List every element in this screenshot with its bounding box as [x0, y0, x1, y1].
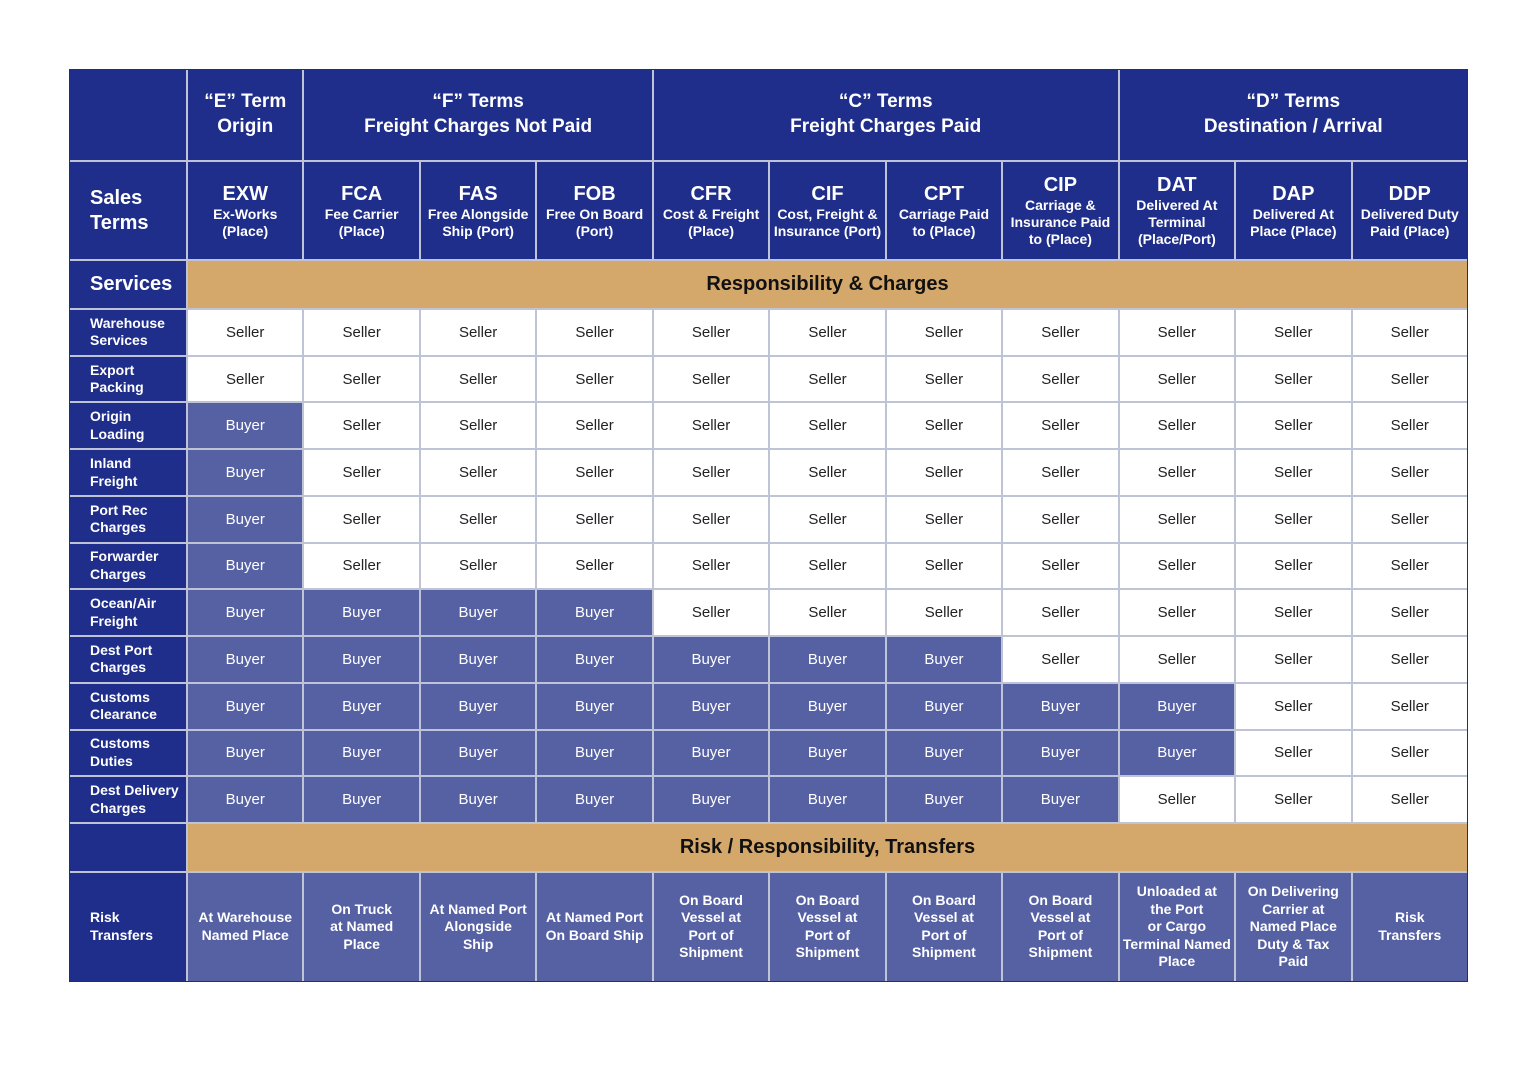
responsibility-cell: Seller	[770, 310, 884, 355]
responsibility-cell: Seller	[537, 310, 651, 355]
responsibility-cell: Buyer	[188, 777, 302, 822]
term-header-ddp	[1353, 162, 1467, 259]
risk-band: Risk / Responsibility, Transfers	[188, 824, 1467, 871]
responsibility-cell: Buyer	[188, 544, 302, 589]
risk-transfer-cell: At Warehouse Named Place	[188, 873, 302, 981]
term-header-fca	[304, 162, 418, 259]
responsibility-cell: Seller	[887, 590, 1001, 635]
risk-transfer-cell: On Delivering Carrier at Named Place Duty & Tax Paid	[1236, 873, 1350, 981]
responsibility-cell: Seller	[1353, 357, 1467, 402]
responsibility-cell: Seller	[188, 357, 302, 402]
group-header-title: “C” Terms	[838, 91, 933, 113]
term-code: DAP	[1272, 182, 1315, 205]
responsibility-cell: Seller	[770, 497, 884, 542]
responsibility-cell: Seller	[304, 357, 418, 402]
responsibility-cell: Buyer	[1003, 777, 1117, 822]
term-description: Carriage & Insurance Paid to (Place)	[1010, 197, 1111, 247]
responsibility-cell: Seller	[1353, 497, 1467, 542]
responsibility-cell: Buyer	[537, 590, 651, 635]
responsibility-cell: Seller	[1353, 731, 1467, 776]
risk-transfer-cell: At Named Port Alongside Ship	[421, 873, 535, 981]
responsibility-cell: Seller	[1236, 403, 1350, 448]
responsibility-cell: Buyer	[654, 731, 768, 776]
responsibility-cell: Seller	[1003, 544, 1117, 589]
risk-transfer-cell: On Truck at Named Place	[304, 873, 418, 981]
responsibility-cell: Seller	[770, 544, 884, 589]
term-code: FOB	[573, 182, 616, 205]
responsibility-cell: Buyer	[1120, 731, 1234, 776]
group-header	[654, 70, 1118, 160]
responsibility-cell: Seller	[1003, 450, 1117, 495]
term-header-cpt	[887, 162, 1001, 259]
responsibility-cell: Seller	[654, 403, 768, 448]
responsibility-cell: Seller	[304, 544, 418, 589]
responsibility-cell: Buyer	[421, 590, 535, 635]
service-label: Forwarder Charges	[70, 544, 186, 589]
responsibility-cell: Buyer	[188, 731, 302, 776]
group-header-title: “E” Term	[204, 91, 287, 113]
responsibility-cell: Buyer	[421, 777, 535, 822]
risk-transfers-label: Risk Transfers	[70, 873, 186, 981]
responsibility-cell: Seller	[654, 544, 768, 589]
term-description: Free On Board (Port)	[545, 205, 644, 239]
term-code: FAS	[458, 182, 498, 205]
responsibility-cell: Seller	[537, 357, 651, 402]
responsibility-cell: Seller	[654, 357, 768, 402]
term-code: DAT	[1157, 174, 1197, 197]
responsibility-cell: Seller	[1353, 590, 1467, 635]
group-header-subtitle: Freight Charges Not Paid	[364, 116, 593, 137]
responsibility-cell: Buyer	[770, 684, 884, 729]
responsibility-cell: Buyer	[304, 684, 418, 729]
responsibility-cell: Seller	[887, 357, 1001, 402]
term-description: Delivered At Terminal (Place/Port)	[1136, 197, 1218, 247]
responsibility-cell: Seller	[1353, 310, 1467, 355]
service-label: Inland Freight	[70, 450, 186, 495]
group-header-subtitle: Freight Charges Paid	[790, 116, 982, 137]
term-header-dap	[1236, 162, 1350, 259]
term-description: Cost & Freight (Place)	[662, 205, 760, 239]
risk-transfer-cell: On Board Vessel at Port of Shipment	[1003, 873, 1117, 981]
responsibility-cell: Seller	[1353, 544, 1467, 589]
term-description: Ex-Works (Place)	[213, 205, 278, 239]
group-header-subtitle: Destination / Arrival	[1203, 116, 1383, 137]
term-description: Free Alongside Ship (Port)	[427, 205, 529, 239]
responsibility-cell: Seller	[1236, 684, 1350, 729]
responsibility-cell: Buyer	[537, 777, 651, 822]
term-code: CIP	[1043, 174, 1078, 197]
responsibility-cell: Seller	[770, 403, 884, 448]
responsibility-cell: Seller	[1003, 637, 1117, 682]
responsibility-cell: Buyer	[304, 590, 418, 635]
responsibility-cell: Buyer	[1003, 684, 1117, 729]
responsibility-cell: Seller	[1236, 357, 1350, 402]
responsibility-cell: Seller	[1236, 544, 1350, 589]
responsibility-cell: Buyer	[1120, 684, 1234, 729]
responsibility-cell: Seller	[1120, 450, 1234, 495]
responsibility-cell: Seller	[887, 497, 1001, 542]
responsibility-cell: Seller	[1003, 403, 1117, 448]
responsibility-cell: Buyer	[654, 637, 768, 682]
responsibility-cell: Seller	[1120, 357, 1234, 402]
responsibility-cell: Seller	[1003, 497, 1117, 542]
responsibility-cell: Seller	[654, 310, 768, 355]
responsibility-cell: Buyer	[537, 684, 651, 729]
responsibility-cell: Buyer	[654, 777, 768, 822]
responsibility-cell: Buyer	[188, 637, 302, 682]
responsibility-cell: Seller	[421, 450, 535, 495]
risk-transfer-cell: On Board Vessel at Port of Shipment	[654, 873, 768, 981]
responsibility-cell: Seller	[188, 310, 302, 355]
risk-transfer-cell: On Board Vessel at Port of Shipment	[770, 873, 884, 981]
responsibility-band: Responsibility & Charges	[188, 261, 1467, 308]
responsibility-cell: Buyer	[421, 637, 535, 682]
responsibility-cell: Buyer	[887, 637, 1001, 682]
service-label: Warehouse Services	[70, 310, 186, 355]
service-label: Dest Port Charges	[70, 637, 186, 682]
risk-transfer-cell: At Named Port On Board Ship	[537, 873, 651, 981]
responsibility-cell: Seller	[887, 403, 1001, 448]
responsibility-cell: Buyer	[770, 637, 884, 682]
term-code: EXW	[222, 182, 268, 205]
term-header-cfr	[654, 162, 768, 259]
responsibility-cell: Seller	[654, 590, 768, 635]
responsibility-cell: Seller	[421, 497, 535, 542]
responsibility-cell: Seller	[1120, 590, 1234, 635]
responsibility-cell: Buyer	[887, 777, 1001, 822]
responsibility-cell: Seller	[537, 450, 651, 495]
responsibility-cell: Seller	[421, 357, 535, 402]
responsibility-cell: Buyer	[421, 731, 535, 776]
responsibility-cell: Buyer	[887, 731, 1001, 776]
responsibility-cell: Seller	[770, 590, 884, 635]
responsibility-cell: Seller	[421, 403, 535, 448]
responsibility-cell: Seller	[421, 310, 535, 355]
term-description: Fee Carrier (Place)	[324, 205, 399, 239]
term-header-cip	[1003, 162, 1117, 259]
responsibility-cell: Buyer	[537, 731, 651, 776]
responsibility-cell: Seller	[1120, 637, 1234, 682]
responsibility-cell: Seller	[1236, 777, 1350, 822]
responsibility-cell: Seller	[1353, 403, 1467, 448]
responsibility-cell: Buyer	[188, 450, 302, 495]
responsibility-cell: Buyer	[188, 684, 302, 729]
term-header-dat	[1120, 162, 1234, 259]
responsibility-cell: Seller	[770, 357, 884, 402]
group-header	[304, 70, 651, 160]
responsibility-cell: Seller	[654, 497, 768, 542]
service-label: Ocean/Air Freight	[70, 590, 186, 635]
responsibility-cell: Seller	[537, 403, 651, 448]
responsibility-cell: Seller	[1120, 497, 1234, 542]
corner-cell	[70, 70, 186, 160]
term-description: Carriage Paid to (Place)	[898, 205, 990, 239]
responsibility-cell: Seller	[887, 544, 1001, 589]
responsibility-cell: Seller	[304, 310, 418, 355]
responsibility-cell: Seller	[654, 450, 768, 495]
group-header-title: “D” Terms	[1246, 91, 1341, 113]
responsibility-cell: Seller	[1120, 777, 1234, 822]
responsibility-cell: Seller	[1353, 450, 1467, 495]
responsibility-cell: Seller	[304, 450, 418, 495]
responsibility-cell: Buyer	[304, 777, 418, 822]
risk-transfer-cell: On Board Vessel at Port of Shipment	[887, 873, 1001, 981]
service-label: Customs Duties	[70, 731, 186, 776]
responsibility-cell: Seller	[1353, 637, 1467, 682]
responsibility-cell: Seller	[304, 403, 418, 448]
responsibility-cell: Seller	[1353, 777, 1467, 822]
service-label: Customs Clearance	[70, 684, 186, 729]
group-header-title: “F” Terms	[432, 91, 524, 113]
risk-band-spacer	[70, 824, 186, 871]
term-description: Delivered At Place (Place)	[1250, 205, 1337, 239]
term-header-fas	[421, 162, 535, 259]
responsibility-cell: Buyer	[188, 590, 302, 635]
responsibility-cell: Buyer	[421, 684, 535, 729]
responsibility-cell: Buyer	[537, 637, 651, 682]
responsibility-cell: Seller	[1120, 403, 1234, 448]
responsibility-cell: Buyer	[770, 777, 884, 822]
responsibility-cell: Seller	[1236, 310, 1350, 355]
responsibility-cell: Buyer	[188, 497, 302, 542]
responsibility-cell: Seller	[1120, 310, 1234, 355]
term-header-exw	[188, 162, 302, 259]
term-code: FCA	[341, 182, 383, 205]
term-description: Delivered Duty Paid (Place)	[1360, 205, 1459, 239]
services-label: Services	[70, 261, 186, 308]
responsibility-cell: Seller	[537, 544, 651, 589]
responsibility-cell: Seller	[887, 450, 1001, 495]
service-label: Port Rec Charges	[70, 497, 186, 542]
responsibility-cell: Seller	[1120, 544, 1234, 589]
responsibility-cell: Buyer	[654, 684, 768, 729]
responsibility-cell: Seller	[1236, 590, 1350, 635]
responsibility-cell: Buyer	[770, 731, 884, 776]
responsibility-cell: Seller	[1236, 450, 1350, 495]
responsibility-cell: Seller	[1003, 590, 1117, 635]
sales-terms-label: Sales Terms	[70, 162, 186, 259]
responsibility-cell: Seller	[770, 450, 884, 495]
responsibility-cell: Seller	[1003, 357, 1117, 402]
responsibility-cell: Seller	[887, 310, 1001, 355]
responsibility-cell: Seller	[1236, 637, 1350, 682]
term-code: CFR	[690, 182, 732, 205]
term-code: DDP	[1388, 182, 1431, 205]
responsibility-cell: Buyer	[304, 637, 418, 682]
service-label: Origin Loading	[70, 403, 186, 448]
responsibility-cell: Seller	[537, 497, 651, 542]
responsibility-cell: Seller	[1353, 684, 1467, 729]
group-header	[1120, 70, 1467, 160]
incoterms-table	[69, 69, 1468, 982]
term-code: CPT	[923, 182, 964, 205]
service-label: Dest Delivery Charges	[70, 777, 186, 822]
responsibility-cell: Buyer	[1003, 731, 1117, 776]
responsibility-cell: Buyer	[887, 684, 1001, 729]
risk-transfer-cell: Risk Transfers	[1353, 873, 1467, 981]
term-code: CIF	[811, 182, 844, 205]
group-header	[188, 70, 302, 160]
term-description: Cost, Freight & Insurance (Port)	[773, 205, 882, 239]
responsibility-cell: Buyer	[304, 731, 418, 776]
group-header-subtitle: Origin	[217, 116, 274, 137]
responsibility-cell: Seller	[1003, 310, 1117, 355]
responsibility-cell: Seller	[1236, 497, 1350, 542]
service-label: Export Packing	[70, 357, 186, 402]
term-header-fob	[537, 162, 651, 259]
risk-transfer-cell: Unloaded at the Port or Cargo Terminal Named Place	[1120, 873, 1234, 981]
responsibility-cell: Buyer	[188, 403, 302, 448]
responsibility-cell: Seller	[304, 497, 418, 542]
term-header-cif	[770, 162, 884, 259]
responsibility-cell: Seller	[421, 544, 535, 589]
responsibility-cell: Seller	[1236, 731, 1350, 776]
